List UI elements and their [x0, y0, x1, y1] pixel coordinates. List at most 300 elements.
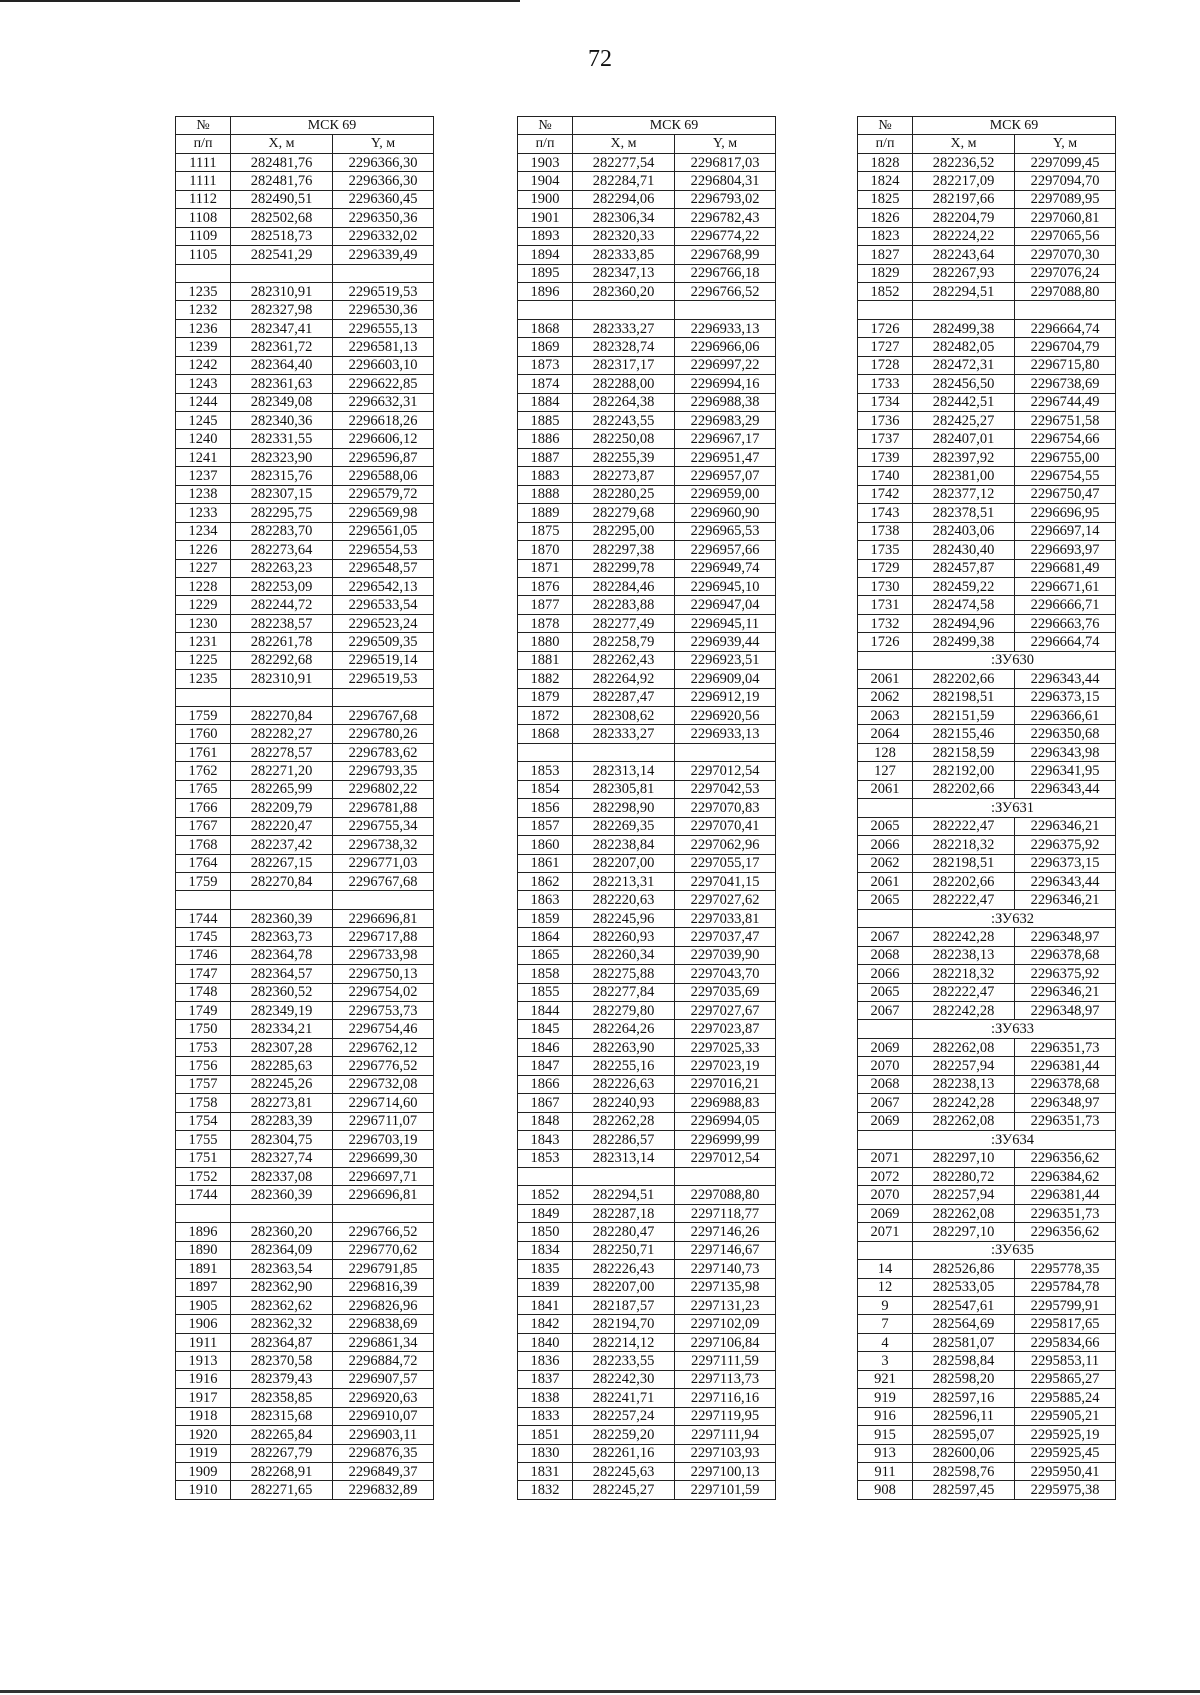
- cell-num: 1227: [176, 559, 231, 577]
- table-row: [858, 1204, 1116, 1222]
- cell-num: [858, 301, 913, 319]
- cell-x: 282299,78: [573, 559, 675, 577]
- cell-y: 2296375,92: [1015, 965, 1116, 983]
- cell-x: 282217,09: [913, 172, 1015, 190]
- cell-x: 282264,38: [573, 393, 675, 411]
- table-row: [858, 633, 1116, 651]
- table-row: [518, 1057, 776, 1075]
- cell-y: 2297089,95: [1015, 190, 1116, 208]
- cell-y: 2296341,95: [1015, 762, 1116, 780]
- cell-num: 1844: [518, 1002, 573, 1020]
- cell-y: 2297131,23: [675, 1297, 776, 1315]
- cell-num: [858, 651, 913, 669]
- table-row: [176, 891, 434, 909]
- table-row: [518, 891, 776, 909]
- cell-x: 282313,14: [573, 762, 675, 780]
- cell-y: 2296945,10: [675, 577, 776, 595]
- table-row: [176, 633, 434, 651]
- cell-x: 282297,10: [913, 1223, 1015, 1241]
- table-row: [176, 375, 434, 393]
- table-row: [176, 946, 434, 964]
- cell-num: [176, 891, 231, 909]
- cell-x: 282361,72: [231, 338, 333, 356]
- cell-x: 282222,47: [913, 983, 1015, 1001]
- cell-x: 282327,98: [231, 301, 333, 319]
- cell-y: 2296960,90: [675, 504, 776, 522]
- table-row: [518, 1167, 776, 1185]
- cell-x: 282347,13: [573, 264, 675, 282]
- cell-y: 2297111,59: [675, 1352, 776, 1370]
- table-row: [518, 1131, 776, 1149]
- cell-x: 282581,07: [913, 1333, 1015, 1351]
- header-y: Y, м: [675, 135, 776, 153]
- cell-x: 282238,13: [913, 946, 1015, 964]
- table-row: [518, 1462, 776, 1480]
- table-row: [176, 338, 434, 356]
- cell-x: 282364,09: [231, 1241, 333, 1259]
- cell-x: 282218,32: [913, 836, 1015, 854]
- header-system: МСК 69: [913, 117, 1116, 135]
- header-num: №: [858, 117, 913, 135]
- table-row: [518, 872, 776, 890]
- cell-x: 282283,70: [231, 522, 333, 540]
- cell-num: 1734: [858, 393, 913, 411]
- cell-x: 282277,84: [573, 983, 675, 1001]
- cell-num: 1917: [176, 1389, 231, 1407]
- cell-num: 1888: [518, 485, 573, 503]
- cell-num: 1743: [858, 504, 913, 522]
- cell-x: 282242,28: [913, 1002, 1015, 1020]
- table-row: [518, 725, 776, 743]
- cell-num: 1886: [518, 430, 573, 448]
- table-row: [518, 1389, 776, 1407]
- table-row: [858, 854, 1116, 872]
- cell-x: 282283,39: [231, 1112, 333, 1130]
- cell-y: 2296381,44: [1015, 1057, 1116, 1075]
- table-row: [518, 1112, 776, 1130]
- cell-y: 2296346,21: [1015, 983, 1116, 1001]
- header-num-sub: п/п: [176, 135, 231, 153]
- table-row: [176, 762, 434, 780]
- cell-num: 2071: [858, 1223, 913, 1241]
- cell-x: 282151,59: [913, 707, 1015, 725]
- cell-num: 1880: [518, 633, 573, 651]
- cell-x: 282600,06: [913, 1444, 1015, 1462]
- cell-x: 282403,06: [913, 522, 1015, 540]
- table-row: [176, 356, 434, 374]
- table-row: [518, 1038, 776, 1056]
- table-row: [176, 172, 434, 190]
- cell-y: 2297111,94: [675, 1426, 776, 1444]
- cell-num: 1838: [518, 1389, 573, 1407]
- table-row: [176, 209, 434, 227]
- cell-y: 2296744,49: [1015, 393, 1116, 411]
- cell-num: 2067: [858, 1094, 913, 1112]
- cell-x: 282333,27: [573, 319, 675, 337]
- cell-num: 2067: [858, 928, 913, 946]
- cell-y: 2296356,62: [1015, 1149, 1116, 1167]
- cell-num: 1889: [518, 504, 573, 522]
- cell-y: 2296755,00: [1015, 448, 1116, 466]
- cell-x: 282198,51: [913, 854, 1015, 872]
- cell-num: 1895: [518, 264, 573, 282]
- cell-num: 1740: [858, 467, 913, 485]
- cell-y: 2296378,68: [1015, 1075, 1116, 1093]
- cell-y: 2296348,97: [1015, 1094, 1116, 1112]
- cell-x: 282271,20: [231, 762, 333, 780]
- cell-y: 2295885,24: [1015, 1389, 1116, 1407]
- cell-x: 282255,16: [573, 1057, 675, 1075]
- table-row: [176, 836, 434, 854]
- cell-num: 1855: [518, 983, 573, 1001]
- table-row: [858, 780, 1116, 798]
- cell-num: 1868: [518, 725, 573, 743]
- cell-num: 2068: [858, 946, 913, 964]
- cell-num: 1882: [518, 670, 573, 688]
- cell-x: 282442,51: [913, 393, 1015, 411]
- cell-y: 2296663,76: [1015, 614, 1116, 632]
- header-y: Y, м: [333, 135, 434, 153]
- table-row: [518, 246, 776, 264]
- cell-y: 2296366,61: [1015, 707, 1116, 725]
- cell-y: 2296596,87: [333, 448, 434, 466]
- cell-x: 282245,26: [231, 1075, 333, 1093]
- table-row: [858, 1352, 1116, 1370]
- cell-y: 2297100,13: [675, 1462, 776, 1480]
- cell-x: 282363,54: [231, 1260, 333, 1278]
- table-row: [858, 1241, 1116, 1259]
- cell-y: 2297023,19: [675, 1057, 776, 1075]
- cell-num: [858, 1131, 913, 1149]
- cell-x: 282295,75: [231, 504, 333, 522]
- cell-x: 282597,16: [913, 1389, 1015, 1407]
- cell-y: 2296861,34: [333, 1333, 434, 1351]
- cell-y: 2297102,09: [675, 1315, 776, 1333]
- cell-y: 2297146,67: [675, 1241, 776, 1259]
- table-row: [858, 817, 1116, 835]
- table-row: [176, 965, 434, 983]
- cell-x: 282245,27: [573, 1481, 675, 1499]
- cell-y: 2296783,62: [333, 743, 434, 761]
- cell-x: 282263,90: [573, 1038, 675, 1056]
- cell-x: 282541,29: [231, 246, 333, 264]
- table-row: [518, 282, 776, 300]
- cell-num: 1105: [176, 246, 231, 264]
- table-row: [858, 965, 1116, 983]
- cell-y: 2296997,22: [675, 356, 776, 374]
- cell-num: 1837: [518, 1370, 573, 1388]
- cell-num: 1737: [858, 430, 913, 448]
- cell-y: 2296671,61: [1015, 577, 1116, 595]
- cell-x: 282295,00: [573, 522, 675, 540]
- cell-num: 1856: [518, 799, 573, 817]
- cell-x: 282214,12: [573, 1333, 675, 1351]
- cell-num: 1730: [858, 577, 913, 595]
- cell-num: 1825: [858, 190, 913, 208]
- cell-x: 282255,39: [573, 448, 675, 466]
- cell-y: 2296381,44: [1015, 1186, 1116, 1204]
- cell-num: 1245: [176, 412, 231, 430]
- table-row: [518, 1315, 776, 1333]
- table-row: [858, 1112, 1116, 1130]
- cell-y: 2295950,41: [1015, 1462, 1116, 1480]
- cell-num: 1728: [858, 356, 913, 374]
- cell-x: 282360,20: [573, 282, 675, 300]
- cell-num: 1738: [858, 522, 913, 540]
- table-row: [518, 965, 776, 983]
- cell-num: 1846: [518, 1038, 573, 1056]
- table-row: [176, 541, 434, 559]
- cell-y: 2296561,05: [333, 522, 434, 540]
- section-label: :ЗУ635: [913, 1241, 1116, 1259]
- cell-y: 2296751,58: [1015, 412, 1116, 430]
- cell-num: 1877: [518, 596, 573, 614]
- cell-x: 282218,32: [913, 965, 1015, 983]
- table-row: [518, 707, 776, 725]
- cell-x: 282360,39: [231, 909, 333, 927]
- cell-y: 2295975,38: [1015, 1481, 1116, 1499]
- cell-num: 128: [858, 743, 913, 761]
- cell-num: 1841: [518, 1297, 573, 1315]
- cell-y: 2296767,68: [333, 872, 434, 890]
- cell-y: 2296768,99: [675, 246, 776, 264]
- table-row: [518, 614, 776, 632]
- table-row: [858, 522, 1116, 540]
- cell-y: 2296603,10: [333, 356, 434, 374]
- table-row: [176, 651, 434, 669]
- cell-num: 1852: [518, 1186, 573, 1204]
- cell-x: 282187,57: [573, 1297, 675, 1315]
- header-x: X, м: [231, 135, 333, 153]
- cell-num: 1871: [518, 559, 573, 577]
- cell-y: 2297043,70: [675, 965, 776, 983]
- cell-x: 282204,79: [913, 209, 1015, 227]
- cell-num: 1828: [858, 153, 913, 171]
- table-row: [518, 1481, 776, 1499]
- table-row: [176, 1260, 434, 1278]
- cell-x: 282222,47: [913, 817, 1015, 835]
- table-row: [858, 909, 1116, 927]
- cell-num: 1230: [176, 614, 231, 632]
- cell-y: 2296766,18: [675, 264, 776, 282]
- table-row: [858, 467, 1116, 485]
- header-x: X, м: [913, 135, 1015, 153]
- cell-num: 2065: [858, 817, 913, 835]
- cell-y: 2296555,13: [333, 319, 434, 337]
- cell-y: 2295925,45: [1015, 1444, 1116, 1462]
- cell-y: 2296339,49: [333, 246, 434, 264]
- table-row: [518, 836, 776, 854]
- cell-y: 2295817,65: [1015, 1315, 1116, 1333]
- cell-y: 2296776,52: [333, 1057, 434, 1075]
- cell-num: [858, 1020, 913, 1038]
- cell-num: 1873: [518, 356, 573, 374]
- cell-y: 2296781,88: [333, 799, 434, 817]
- table-row: [858, 541, 1116, 559]
- table-row: [858, 1149, 1116, 1167]
- cell-y: 2296622,85: [333, 375, 434, 393]
- cell-num: 2070: [858, 1057, 913, 1075]
- cell-y: 2295834,66: [1015, 1333, 1116, 1351]
- cell-num: 1878: [518, 614, 573, 632]
- cell-y: 2296817,03: [675, 153, 776, 171]
- cell-y: 2296711,07: [333, 1112, 434, 1130]
- table-row: [858, 1057, 1116, 1075]
- cell-x: 282271,65: [231, 1481, 333, 1499]
- cell-y: 2296346,21: [1015, 817, 1116, 835]
- cell-y: 2296360,45: [333, 190, 434, 208]
- cell-y: 2297099,45: [1015, 153, 1116, 171]
- cell-num: [176, 688, 231, 706]
- table-row: [176, 1002, 434, 1020]
- cell-y: 2296697,14: [1015, 522, 1116, 540]
- table-row: [176, 688, 434, 706]
- cell-x: 282245,63: [573, 1462, 675, 1480]
- table-row: [858, 725, 1116, 743]
- cell-x: 282262,08: [913, 1038, 1015, 1056]
- cell-num: 1862: [518, 872, 573, 890]
- cell-y: 2296947,04: [675, 596, 776, 614]
- cell-x: 282202,66: [913, 780, 1015, 798]
- cell-x: 282280,47: [573, 1223, 675, 1241]
- cell-num: 1909: [176, 1462, 231, 1480]
- table-row: [176, 707, 434, 725]
- cell-x: [913, 301, 1015, 319]
- cell-y: 2297076,24: [1015, 264, 1116, 282]
- table-row: [518, 559, 776, 577]
- table-row: [858, 1094, 1116, 1112]
- cell-x: 282242,28: [913, 1094, 1015, 1112]
- table-row: [518, 504, 776, 522]
- cell-x: 282358,85: [231, 1389, 333, 1407]
- table-row: [858, 338, 1116, 356]
- cell-num: 2069: [858, 1112, 913, 1130]
- cell-x: 282267,93: [913, 264, 1015, 282]
- cell-y: 2296581,13: [333, 338, 434, 356]
- table-row: [518, 301, 776, 319]
- cell-y: 2296548,57: [333, 559, 434, 577]
- cell-y: 2295853,11: [1015, 1352, 1116, 1370]
- cell-num: 1887: [518, 448, 573, 466]
- table-row: [518, 1444, 776, 1462]
- cell-num: 2065: [858, 983, 913, 1001]
- cell-x: 282261,78: [231, 633, 333, 651]
- table-row: [176, 1075, 434, 1093]
- cell-y: 2296579,72: [333, 485, 434, 503]
- table-row: [518, 485, 776, 503]
- table-row: [858, 891, 1116, 909]
- cell-y: 2297088,80: [675, 1186, 776, 1204]
- table-row: [858, 983, 1116, 1001]
- cell-y: 2297027,62: [675, 891, 776, 909]
- cell-y: 2297106,84: [675, 1333, 776, 1351]
- table-row: [176, 1481, 434, 1499]
- table-row: [518, 1002, 776, 1020]
- cell-y: 2296966,06: [675, 338, 776, 356]
- cell-y: 2296770,62: [333, 1241, 434, 1259]
- cell-num: 1744: [176, 909, 231, 927]
- cell-y: 2296664,74: [1015, 633, 1116, 651]
- cell-y: 2296542,13: [333, 577, 434, 595]
- table-row: [518, 688, 776, 706]
- cell-x: 282310,91: [231, 282, 333, 300]
- table-row: [858, 1020, 1116, 1038]
- cell-x: 282598,20: [913, 1370, 1015, 1388]
- table-row: [176, 799, 434, 817]
- table-row: [858, 282, 1116, 300]
- cell-x: 282564,69: [913, 1315, 1015, 1333]
- cell-num: 1847: [518, 1057, 573, 1075]
- section-label: :ЗУ631: [913, 799, 1116, 817]
- cell-x: 282364,78: [231, 946, 333, 964]
- cell-num: 2070: [858, 1186, 913, 1204]
- cell-x: 282264,92: [573, 670, 675, 688]
- table-row: [176, 1223, 434, 1241]
- cell-x: 282294,06: [573, 190, 675, 208]
- cell-num: 1726: [858, 319, 913, 337]
- cell-x: 282297,38: [573, 541, 675, 559]
- cell-y: 2297113,73: [675, 1370, 776, 1388]
- table-row: [518, 1426, 776, 1444]
- cell-num: 1729: [858, 559, 913, 577]
- coordinates-table-1: [175, 116, 434, 1500]
- cell-num: 1863: [518, 891, 573, 909]
- cell-y: 2296988,38: [675, 393, 776, 411]
- cell-num: 1235: [176, 282, 231, 300]
- cell-y: 2296959,00: [675, 485, 776, 503]
- cell-num: 1890: [176, 1241, 231, 1259]
- cell-x: 282194,70: [573, 1315, 675, 1333]
- cell-num: 2063: [858, 707, 913, 725]
- page-number: 72: [588, 46, 612, 72]
- cell-x: [231, 1204, 333, 1222]
- cell-x: 282158,59: [913, 743, 1015, 761]
- cell-x: 282198,51: [913, 688, 1015, 706]
- cell-x: 282327,74: [231, 1149, 333, 1167]
- cell-x: 282518,73: [231, 227, 333, 245]
- cell-y: 2296826,96: [333, 1297, 434, 1315]
- table-row: [176, 504, 434, 522]
- table-row: [518, 909, 776, 927]
- table-row: [518, 1352, 776, 1370]
- cell-x: 282282,27: [231, 725, 333, 743]
- cell-num: 1731: [858, 596, 913, 614]
- table-row: [858, 743, 1116, 761]
- cell-x: 282362,90: [231, 1278, 333, 1296]
- cell-y: 2296804,31: [675, 172, 776, 190]
- cell-x: 282502,68: [231, 209, 333, 227]
- table-row: [176, 1297, 434, 1315]
- cell-num: 1853: [518, 1149, 573, 1167]
- table-row: [176, 448, 434, 466]
- table-row: [518, 633, 776, 651]
- cell-num: 1242: [176, 356, 231, 374]
- cell-y: 2296903,11: [333, 1426, 434, 1444]
- cell-num: 1824: [858, 172, 913, 190]
- table-row: [858, 836, 1116, 854]
- cell-x: 282328,74: [573, 338, 675, 356]
- cell-y: 2296766,52: [675, 282, 776, 300]
- cell-num: 2064: [858, 725, 913, 743]
- header-system: МСК 69: [573, 117, 776, 135]
- cell-x: 282490,51: [231, 190, 333, 208]
- table-row: [518, 412, 776, 430]
- table-row: [176, 246, 434, 264]
- cell-x: 282472,31: [913, 356, 1015, 374]
- cell-num: 1904: [518, 172, 573, 190]
- cell-x: 282377,12: [913, 485, 1015, 503]
- cell-x: 282238,84: [573, 836, 675, 854]
